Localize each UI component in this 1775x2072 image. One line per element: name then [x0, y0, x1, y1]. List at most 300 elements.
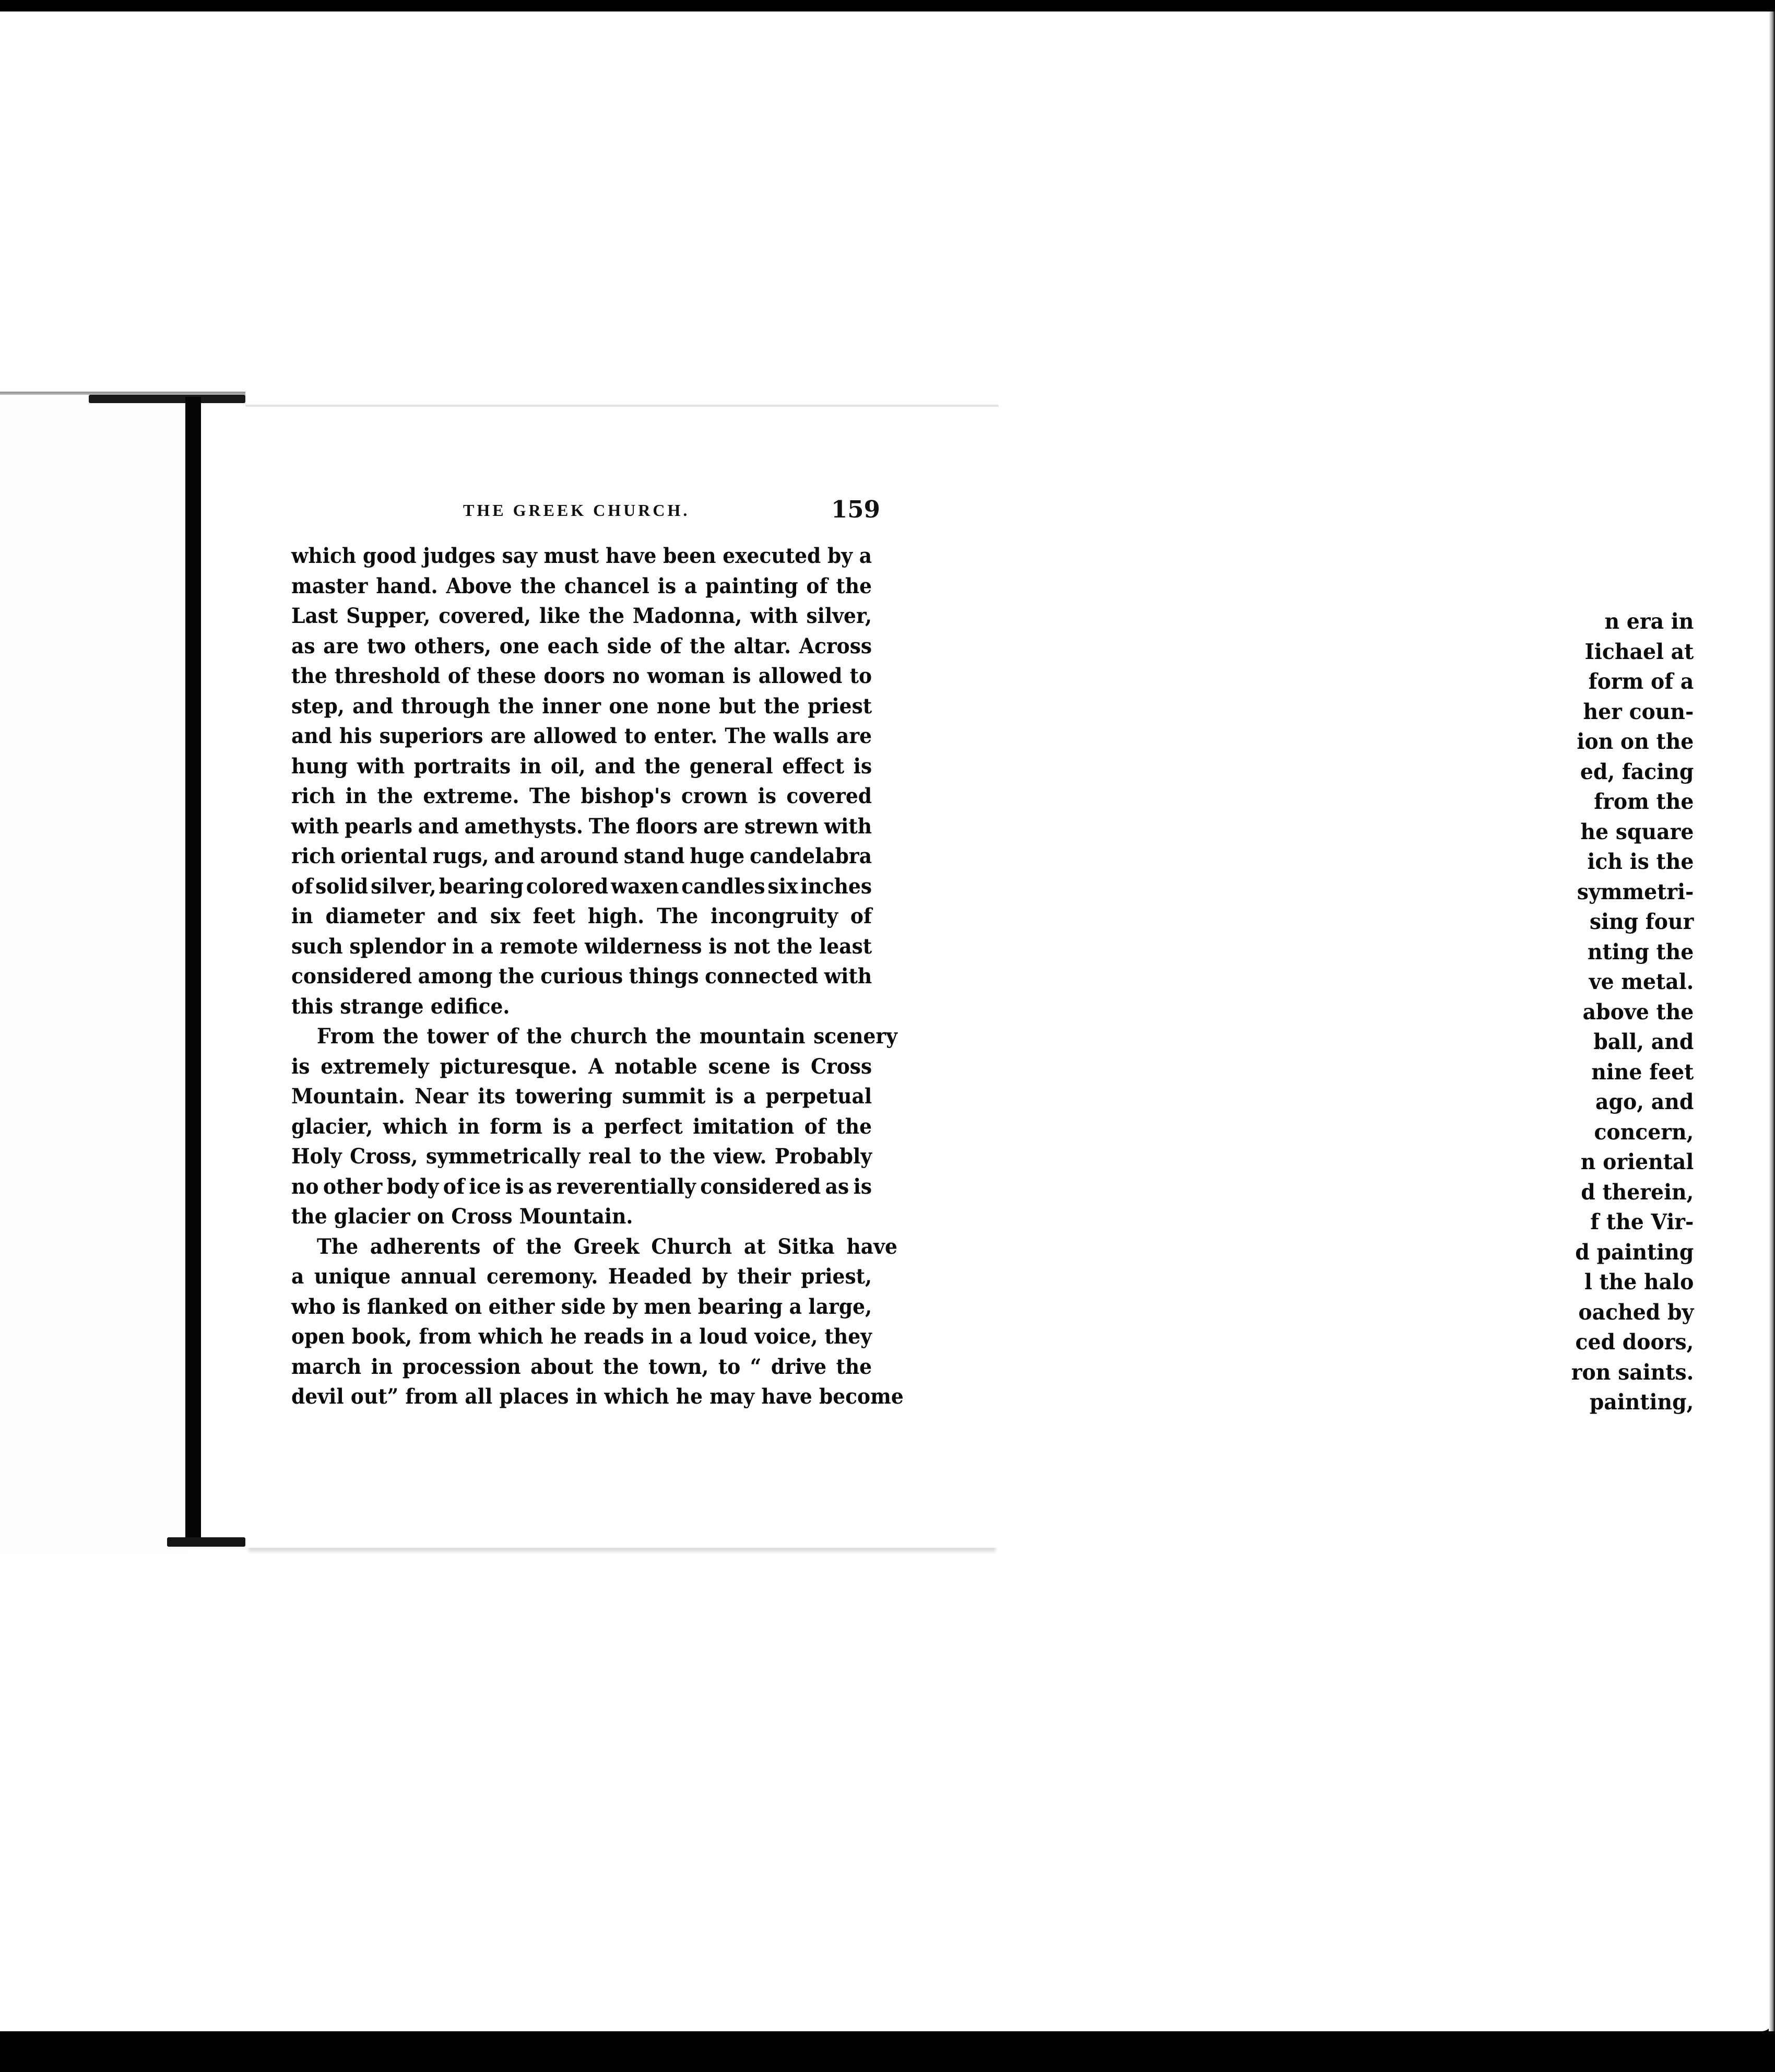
word: things	[629, 964, 699, 988]
word: in	[458, 1114, 480, 1139]
facing-page-line: ion on the	[1577, 729, 1694, 754]
binding-clamp-bottom	[167, 1537, 245, 1547]
word: is	[853, 754, 872, 779]
word: have	[761, 1384, 812, 1409]
word: in	[452, 934, 474, 959]
text-line	[291, 992, 872, 1022]
text-line	[291, 932, 872, 962]
word: of	[804, 1114, 826, 1139]
scan-bottom-border	[0, 2031, 1775, 2072]
text-line	[291, 1352, 872, 1382]
word: six	[490, 904, 520, 928]
text-line	[291, 961, 872, 992]
word: connected	[705, 964, 819, 988]
word: Above	[446, 573, 512, 598]
facing-page-line: oached by	[1578, 1299, 1694, 1325]
text-line	[291, 1141, 872, 1172]
word: no	[612, 664, 640, 688]
word: all	[465, 1384, 493, 1409]
word: Greek	[573, 1234, 640, 1259]
word: with	[824, 814, 872, 839]
text-line	[291, 541, 872, 571]
word: the	[776, 934, 813, 959]
word: curious	[540, 964, 623, 988]
word: perfect	[604, 1114, 683, 1139]
facing-page-line: ron saints.	[1571, 1359, 1694, 1385]
word: form	[490, 1114, 543, 1139]
word: bishop's	[581, 784, 671, 808]
word: glacier	[334, 1204, 410, 1229]
word: must	[543, 544, 599, 568]
word: among	[418, 964, 493, 988]
word: floors	[635, 814, 698, 839]
facing-page-line: n era in	[1604, 609, 1694, 634]
word: is	[732, 664, 751, 688]
word: the	[655, 1024, 692, 1049]
word: priest,	[801, 1264, 872, 1289]
facing-page-line: l the halo	[1584, 1269, 1694, 1294]
word: Cross,	[350, 1144, 418, 1169]
word: general	[689, 754, 773, 779]
word: the	[498, 693, 534, 719]
paragraph	[291, 541, 872, 1021]
word: rugs,	[432, 844, 489, 868]
word: with	[357, 754, 405, 779]
word: a	[291, 1264, 304, 1289]
word: is	[758, 784, 777, 808]
word: chancel	[564, 573, 649, 598]
facing-page-line: her coun-	[1583, 699, 1694, 724]
word: the	[669, 1144, 706, 1169]
word: say	[502, 544, 537, 568]
text-line	[291, 1172, 872, 1202]
word: is	[291, 1054, 310, 1079]
word: symmetrically	[425, 1144, 581, 1169]
word: through	[401, 693, 491, 719]
word: the	[588, 604, 625, 628]
facing-page	[0, 395, 188, 1554]
word: in	[519, 754, 542, 779]
word: the	[383, 1024, 419, 1049]
word: wilderness	[585, 934, 702, 959]
word: high.	[587, 904, 645, 928]
word: may	[709, 1384, 755, 1409]
word: with	[291, 814, 339, 839]
word: incongruity	[711, 904, 838, 928]
facing-page-line: n oriental	[1580, 1149, 1694, 1174]
page-number: 159	[831, 496, 880, 523]
word: church	[570, 1024, 647, 1049]
word: to	[849, 664, 872, 688]
word: and	[418, 814, 459, 839]
word: not	[733, 934, 771, 959]
word: rich	[291, 784, 336, 808]
word: as	[291, 633, 315, 658]
word: scene	[708, 1054, 771, 1079]
text-line	[291, 872, 872, 902]
word: in	[345, 784, 368, 808]
word: the	[499, 964, 535, 988]
word: is	[781, 1054, 800, 1079]
word: doors	[543, 664, 605, 688]
word: a	[581, 1114, 594, 1139]
word: tower	[427, 1024, 489, 1049]
word: glacier,	[291, 1114, 373, 1139]
text-line	[291, 1382, 904, 1412]
word: Supper,	[346, 604, 431, 628]
word: Last	[291, 604, 338, 628]
text-line	[291, 691, 872, 722]
word: devil	[291, 1384, 344, 1409]
word: edifice.	[430, 994, 510, 1019]
word: is	[715, 1084, 734, 1109]
word: scenery	[813, 1024, 898, 1049]
word: view.	[713, 1144, 767, 1169]
word: by	[702, 1264, 727, 1289]
word: a	[743, 1084, 756, 1109]
word: candelabra	[750, 844, 872, 868]
word: ceremony.	[487, 1264, 598, 1289]
word: allowed	[533, 724, 618, 748]
facing-page-line: ago, and	[1595, 1089, 1694, 1114]
word: one	[609, 693, 649, 719]
word: the	[520, 573, 557, 598]
word: summit	[622, 1084, 706, 1109]
word: painting	[705, 573, 798, 598]
text-line	[291, 1292, 872, 1322]
text-line	[291, 1322, 872, 1352]
text-line	[291, 1202, 872, 1232]
word: Church	[651, 1234, 732, 1259]
word: none	[656, 693, 711, 719]
word: with	[824, 964, 872, 988]
word: is	[342, 1294, 361, 1319]
word: extremely	[321, 1054, 429, 1079]
text-line	[291, 1081, 872, 1112]
word: feet	[532, 904, 576, 928]
word: allowed	[758, 664, 843, 688]
facing-page-line: f the Vir-	[1590, 1209, 1694, 1234]
word: of	[492, 1234, 514, 1259]
word: the	[603, 1354, 639, 1379]
word: stand	[623, 844, 685, 868]
facing-page-line: concern,	[1594, 1119, 1694, 1145]
word: are	[490, 724, 526, 748]
word: but	[718, 693, 756, 719]
word: this	[291, 994, 334, 1019]
word: two	[366, 633, 406, 658]
word: Headed	[608, 1264, 692, 1289]
word: amethysts.	[464, 814, 583, 839]
word: have	[605, 544, 657, 568]
word: “	[750, 1354, 762, 1379]
word: its	[478, 1084, 506, 1109]
word: oriental	[340, 844, 428, 868]
scan-paper-edge	[1769, 11, 1775, 2031]
facing-page-line: sing four	[1589, 909, 1694, 934]
text-line	[291, 721, 872, 751]
word: colored	[526, 874, 609, 899]
word: become	[819, 1384, 904, 1409]
facing-page-line: ed, facing	[1580, 759, 1694, 784]
word: master	[291, 573, 368, 598]
word: hand.	[376, 573, 438, 598]
word: either	[488, 1294, 555, 1319]
word: who	[291, 1294, 336, 1319]
word: which	[478, 1324, 543, 1349]
text-line	[291, 571, 872, 602]
word: and	[437, 904, 478, 928]
word: executed	[723, 544, 821, 568]
facing-page-line: ball, and	[1593, 1029, 1694, 1054]
word: crown	[681, 784, 748, 808]
word: From	[316, 1024, 375, 1049]
word: and	[595, 754, 636, 779]
running-title: THE GREEK CHURCH.	[463, 501, 690, 520]
word: of	[496, 1024, 518, 1049]
word: are	[703, 814, 739, 839]
facing-page-line: above the	[1582, 999, 1694, 1025]
word: large,	[808, 1294, 872, 1319]
word: good	[362, 544, 417, 568]
word: remote	[500, 934, 578, 959]
word: The	[316, 1234, 359, 1259]
word: a	[859, 544, 872, 568]
word: inner	[542, 693, 601, 719]
word: men	[644, 1294, 692, 1319]
word: step,	[291, 693, 345, 719]
word: A	[588, 1054, 604, 1079]
word: the	[526, 1024, 562, 1049]
word: waxen	[611, 874, 679, 899]
word: is	[708, 934, 727, 959]
word: Sitka	[777, 1234, 835, 1259]
word: imitation	[693, 1114, 795, 1139]
word: solid	[315, 874, 369, 899]
text-line	[291, 751, 872, 782]
word: voice,	[754, 1324, 818, 1349]
word: the	[836, 1354, 872, 1379]
word: covered	[786, 784, 872, 808]
word: towering	[515, 1084, 613, 1109]
word: judges	[423, 544, 495, 568]
word: candles	[681, 874, 765, 899]
word: inches	[800, 874, 872, 899]
word: pearls	[345, 814, 412, 839]
word: diameter	[325, 904, 425, 928]
word: The	[588, 814, 631, 839]
word: the	[690, 633, 726, 658]
word: one	[499, 633, 540, 658]
word: to	[639, 1144, 662, 1169]
word: and	[352, 693, 394, 719]
word: The	[529, 784, 571, 808]
word: picturesque.	[440, 1054, 578, 1079]
facing-page-line: painting,	[1589, 1390, 1694, 1415]
text-line	[291, 781, 872, 811]
facing-page-line: Iichael at	[1584, 639, 1694, 664]
word: other	[323, 1174, 383, 1199]
word: Cross	[810, 1054, 872, 1079]
word: their	[737, 1264, 791, 1289]
text-line	[291, 601, 872, 631]
word: six	[767, 874, 798, 899]
word: flanked	[367, 1294, 448, 1319]
word: to	[718, 1354, 741, 1379]
text-line	[291, 1232, 897, 1262]
word: rich	[291, 844, 336, 868]
word: a	[684, 573, 697, 598]
word: perpetual	[765, 1084, 872, 1109]
word: with	[750, 604, 798, 628]
word: altar.	[733, 633, 791, 658]
word: priest	[808, 693, 872, 719]
word: others,	[414, 633, 492, 658]
word: effect	[782, 754, 845, 779]
word: Probably	[774, 1144, 872, 1169]
word: loud	[699, 1324, 748, 1349]
word: Cross	[451, 1204, 513, 1229]
word: reads	[584, 1324, 644, 1349]
word: is	[657, 573, 677, 598]
word: of	[291, 874, 313, 899]
word: hung	[291, 754, 348, 779]
word: of	[660, 633, 682, 658]
word: bearing	[697, 1294, 783, 1319]
word: the	[291, 1204, 327, 1229]
word: march	[291, 1354, 362, 1379]
word: have	[846, 1234, 897, 1259]
word: portraits	[413, 754, 511, 779]
word: of	[850, 904, 872, 928]
word: places	[499, 1384, 569, 1409]
word: The	[657, 904, 699, 928]
word: side	[607, 633, 652, 658]
word: drive	[771, 1354, 827, 1379]
word: silver,	[806, 604, 872, 628]
word: in	[575, 1384, 598, 1409]
word: oil,	[550, 754, 586, 779]
word: silver,	[371, 874, 436, 899]
word: unique	[314, 1264, 391, 1289]
word: woman	[647, 664, 725, 688]
word: the	[526, 1234, 562, 1259]
word: in	[650, 1324, 673, 1349]
word: the	[836, 1114, 872, 1139]
word: are	[836, 724, 872, 748]
word: each	[547, 633, 599, 658]
facing-page-text	[1566, 607, 1694, 1418]
word: on	[454, 1294, 482, 1319]
word: is	[853, 1174, 872, 1199]
word: the	[644, 754, 681, 779]
word: no	[291, 1174, 319, 1199]
word: least	[819, 934, 872, 959]
body-text	[291, 541, 904, 1412]
scan-top-border	[0, 0, 1775, 11]
word: huge	[690, 844, 745, 868]
facing-page-line: d painting	[1575, 1239, 1694, 1265]
binding-clamp-bar	[185, 397, 201, 1546]
word: is	[552, 1114, 572, 1139]
word: such	[291, 934, 343, 959]
word: been	[663, 544, 716, 568]
word: about	[530, 1354, 594, 1379]
word: he	[676, 1384, 703, 1409]
word: Mountain.	[519, 1204, 633, 1229]
word: Across	[799, 633, 872, 658]
word: of	[443, 1174, 465, 1199]
word: adherents	[370, 1234, 481, 1259]
text-line	[291, 811, 872, 842]
word: Mountain.	[291, 1084, 405, 1109]
word: at	[743, 1234, 766, 1259]
facing-page-line: symmetri-	[1577, 879, 1694, 904]
text-line	[291, 901, 872, 932]
word: ice	[469, 1174, 501, 1199]
word: strange	[340, 994, 424, 1019]
word: around	[540, 844, 619, 868]
word: a	[679, 1324, 693, 1349]
word: and	[291, 724, 332, 748]
word: the	[377, 784, 413, 808]
word: walls	[773, 724, 830, 748]
word: a	[480, 934, 493, 959]
word: in	[371, 1354, 393, 1379]
word: he	[550, 1324, 577, 1349]
word: notable	[614, 1054, 697, 1079]
word: bearing	[439, 874, 524, 899]
word: is	[505, 1174, 524, 1199]
word: of	[806, 573, 828, 598]
word: from	[419, 1324, 472, 1349]
facing-page-line: from the	[1593, 789, 1694, 814]
word: and	[494, 844, 535, 868]
word: out”	[350, 1384, 399, 1409]
word: splendor	[349, 934, 446, 959]
word: threshold	[334, 664, 441, 688]
word: these	[477, 664, 537, 688]
word: Near	[415, 1084, 468, 1109]
facing-page-line: nting the	[1587, 939, 1694, 964]
text-line	[291, 661, 872, 691]
word: by	[612, 1294, 637, 1319]
binding-clamp-top	[89, 395, 245, 403]
word: in	[291, 904, 313, 928]
word: are	[323, 633, 359, 658]
word: The	[725, 724, 766, 748]
word: a	[789, 1294, 802, 1319]
word: town,	[648, 1354, 709, 1379]
word: body	[386, 1174, 439, 1199]
word: on	[417, 1204, 445, 1229]
text-line	[291, 631, 872, 662]
text-line	[291, 841, 872, 872]
facing-page-line: ich is the	[1587, 849, 1694, 874]
word: mountain	[699, 1024, 806, 1049]
word: to	[624, 724, 647, 748]
word: Holy	[291, 1144, 342, 1169]
word: enter.	[654, 724, 718, 748]
word: open	[291, 1324, 345, 1349]
word: considered	[700, 1174, 821, 1199]
word: procession	[402, 1354, 521, 1379]
word: annual	[400, 1264, 477, 1289]
word: the	[764, 693, 800, 719]
word: which	[383, 1114, 448, 1139]
word: by	[827, 544, 853, 568]
word: which	[604, 1384, 669, 1409]
